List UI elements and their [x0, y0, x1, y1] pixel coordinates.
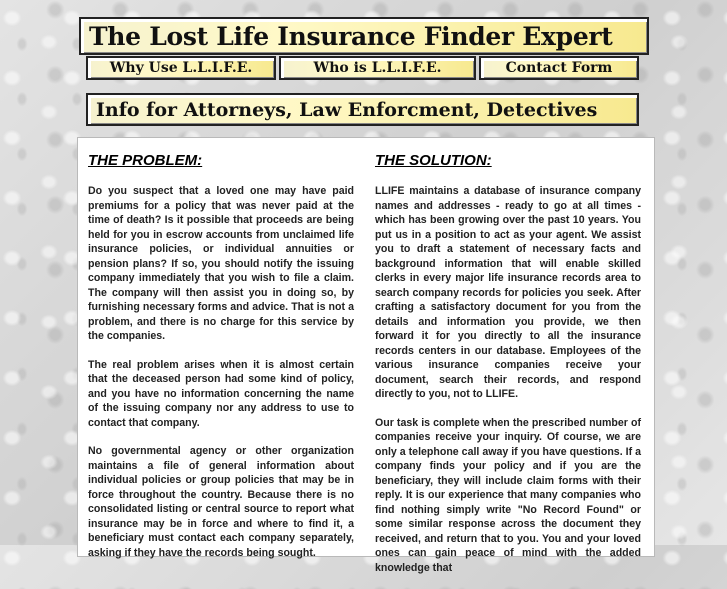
nav-who-is-llife[interactable]: Who is L.L.I.F.E. — [279, 56, 476, 80]
info-for-attorneys-link[interactable]: Info for Attorneys, Law Enforcment, Detectives — [86, 93, 639, 126]
problem-paragraph: No governmental agency or other organization maintains a file of general information about individual policies or group policies that may be in force throughout the country. Because there is no consolidated listing or central source to report what insurance may be in force and where to find it, a beneficiary must contact each company separately, asking if they have the records being sought. — [88, 445, 354, 559]
problem-column — [88, 152, 354, 574]
solution-paragraph: LLIFE maintains a database of insurance company names and addresses - ready to go at all times - which has been growing over the past 10 years. You put us in a position to act as your agent. We assist you to draft a statement of necessary facts and background information that will enable skilled clerks in every major life insurance records area to search company records for policies you seek. After crafting a satisfactory document for you from the details and information you provide, we then forward it for you directly to all the insurance records centers in our database. Employees of the various insurance companies receive your document, search their records, and respond directly to you, not to LLIFE. — [375, 185, 641, 400]
solution-heading: THE SOLUTION: — [375, 152, 492, 169]
problem-paragraph: The real problem arises when it is almost certain that the deceased person had some kind of policy, and you have no information concerning the name of the issuing company nor any address to use to contact that company. — [88, 358, 354, 429]
content-panel — [77, 137, 655, 574]
nav-contact-form[interactable]: Contact Form — [479, 56, 639, 80]
problem-heading: THE PROBLEM: — [88, 152, 203, 169]
solution-paragraph: Our task is complete when the prescribed number of companies receive your inquiry. Of course, we are only a telephone call away if you have questions. If a company finds your policy and if you are the beneficiary, they will include claim forms with their reply. It is our experience that many companies who find nothing simply write "No Record Found" or some similar response across the document they received, and return that to you. You and your loved ones can gain peace of mind with the added knowledge that — [375, 416, 641, 574]
solution-column — [375, 152, 641, 589]
nav-why-use-llife[interactable]: Why Use L.L.I.F.E. — [86, 56, 276, 80]
site-title-banner: The Lost Life Insurance Finder Expert — [79, 17, 649, 55]
problem-paragraph: Do you suspect that a loved one may have paid premiums for a policy that was never paid at the time of death? Is it possible that proceeds are being held for you in escrow accounts from unclaimed life insurance policies, or individual annuities or pension plans? If so, you should notify the issuing company immediately that you wish to file a claim. The company will then assist you in doing so, by furnishing necessary forms and advice. That is not a problem, and there is no charge for this service by the companies. — [88, 185, 354, 342]
